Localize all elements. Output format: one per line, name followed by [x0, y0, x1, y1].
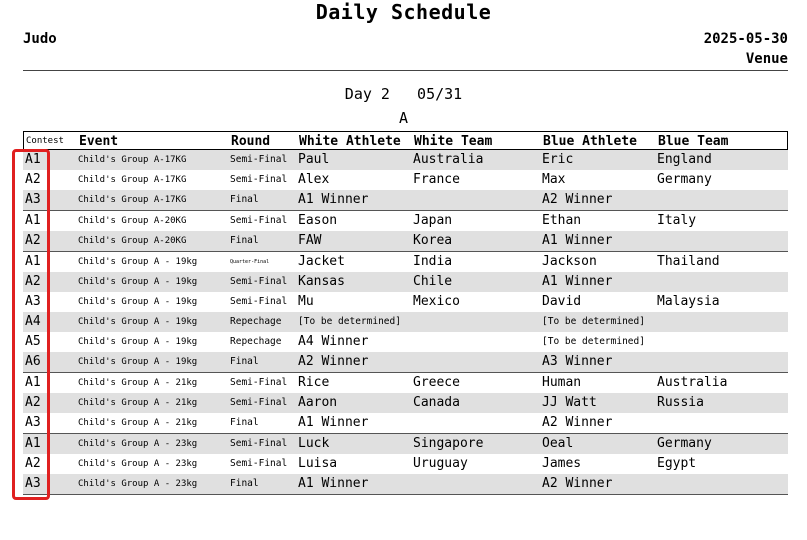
cell-blue-athlete: A1 Winner	[542, 233, 613, 248]
table-header	[23, 131, 788, 150]
cell-round: Semi-Final	[230, 215, 288, 226]
cell-round: Final	[230, 417, 259, 428]
cell-blue-team: Malaysia	[657, 294, 720, 309]
cell-contest: A1	[25, 152, 41, 167]
cell-round: Repechage	[230, 336, 282, 347]
col-round: Round	[231, 134, 271, 149]
table-row	[23, 393, 788, 413]
cell-contest: A2	[25, 274, 41, 289]
cell-event: Child's Group A - 23kg	[78, 459, 198, 469]
cell-event: Child's Group A - 19kg	[78, 297, 198, 307]
table-row	[23, 292, 788, 312]
col-blue-team: Blue Team	[658, 134, 729, 149]
schedule-table	[23, 131, 788, 495]
cell-event: Child's Group A - 19kg	[78, 337, 198, 347]
cell-contest: A1	[25, 213, 41, 228]
table-row	[23, 211, 788, 231]
table-row	[23, 413, 788, 433]
table-row	[23, 231, 788, 251]
table-row	[23, 190, 788, 210]
cell-blue-athlete: JJ Watt	[542, 395, 597, 410]
cell-white-athlete: A4 Winner	[298, 334, 369, 349]
cell-white-team: Mexico	[413, 294, 460, 309]
cell-blue-team: Egypt	[657, 456, 697, 471]
table-row	[23, 312, 788, 332]
table-body	[23, 150, 788, 495]
cell-blue-athlete: Oeal	[542, 436, 574, 451]
table-row	[23, 252, 788, 272]
schedule-date: 2025-05-30	[703, 31, 788, 47]
cell-event: Child's Group A - 21kg	[78, 418, 198, 428]
table-row	[23, 474, 788, 494]
cell-contest: A3	[25, 476, 41, 491]
col-event: Event	[79, 134, 119, 149]
cell-blue-team: Thailand	[657, 254, 720, 269]
cell-round: Final	[230, 356, 259, 367]
cell-contest: A2	[25, 172, 41, 187]
cell-round: Quarter-Final	[230, 259, 270, 265]
cell-white-athlete: Rice	[298, 375, 330, 390]
cell-white-athlete: Alex	[298, 172, 330, 187]
cell-blue-athlete: [To be determined]	[542, 316, 645, 327]
cell-event: Child's Group A - 19kg	[78, 277, 198, 287]
cell-white-athlete: A1 Winner	[298, 192, 369, 207]
cell-white-team: Japan	[413, 213, 453, 228]
cell-event: Child's Group A - 21kg	[78, 378, 198, 388]
cell-blue-athlete: A2 Winner	[542, 415, 613, 430]
table-row	[23, 272, 788, 292]
cell-white-athlete: [To be determined]	[298, 316, 401, 327]
cell-white-athlete: Kansas	[298, 274, 345, 289]
cell-round: Semi-Final	[230, 458, 288, 469]
cell-contest: A2	[25, 395, 41, 410]
table-row	[23, 434, 788, 454]
day-label: Day 2	[344, 85, 390, 103]
cell-contest: A3	[25, 192, 41, 207]
cell-contest: A1	[25, 436, 41, 451]
cell-white-athlete: Aaron	[298, 395, 338, 410]
venue-label: Venue	[745, 51, 788, 67]
cell-white-team: Uruguay	[413, 456, 468, 471]
col-contest: Contest	[26, 136, 64, 146]
table-row	[23, 352, 788, 372]
cell-round: Final	[230, 478, 259, 489]
event-group	[23, 150, 788, 211]
event-group	[23, 373, 788, 434]
cell-event: Child's Group A - 23kg	[78, 479, 198, 489]
cell-white-team: Australia	[413, 152, 484, 167]
cell-contest: A5	[25, 334, 41, 349]
cell-round: Semi-Final	[230, 296, 288, 307]
cell-event: Child's Group A-17KG	[78, 195, 187, 205]
cell-event: Child's Group A-17KG	[78, 155, 187, 165]
col-white-team: White Team	[414, 134, 493, 149]
cell-round: Semi-Final	[230, 377, 288, 388]
cell-contest: A6	[25, 354, 41, 369]
sport-name: Judo	[23, 31, 57, 47]
event-group	[23, 211, 788, 252]
cell-blue-team: Germany	[657, 436, 712, 451]
venue-name: A	[398, 109, 409, 127]
table-row	[23, 150, 788, 170]
cell-round: Semi-Final	[230, 438, 288, 449]
cell-round: Repechage	[230, 316, 282, 327]
cell-round: Semi-Final	[230, 174, 288, 185]
cell-white-athlete: Luck	[298, 436, 330, 451]
cell-contest: A3	[25, 294, 41, 309]
page-title: Daily Schedule	[315, 0, 492, 24]
event-group	[23, 252, 788, 373]
cell-blue-team: England	[657, 152, 712, 167]
cell-white-team: France	[413, 172, 460, 187]
cell-round: Semi-Final	[230, 397, 288, 408]
cell-contest: A4	[25, 314, 41, 329]
cell-round: Final	[230, 194, 259, 205]
cell-round: Semi-Final	[230, 154, 288, 165]
cell-white-athlete: Eason	[298, 213, 338, 228]
cell-blue-team: Russia	[657, 395, 704, 410]
cell-contest: A1	[25, 254, 41, 269]
cell-event: Child's Group A - 21kg	[78, 398, 198, 408]
cell-white-athlete: A2 Winner	[298, 354, 369, 369]
cell-event: Child's Group A - 19kg	[78, 357, 198, 367]
cell-event: Child's Group A-17KG	[78, 175, 187, 185]
cell-blue-athlete: Eric	[542, 152, 574, 167]
cell-blue-athlete: Human	[542, 375, 582, 390]
cell-event: Child's Group A - 19kg	[78, 317, 198, 327]
cell-round: Final	[230, 235, 259, 246]
cell-event: Child's Group A-20KG	[78, 236, 187, 246]
cell-white-athlete: Mu	[298, 294, 314, 309]
day-heading	[0, 85, 807, 103]
cell-white-team: Singapore	[413, 436, 484, 451]
cell-white-athlete: Paul	[298, 152, 330, 167]
day-date: 05/31	[417, 85, 463, 103]
cell-white-team: Korea	[413, 233, 453, 248]
col-blue-athlete: Blue Athlete	[543, 134, 637, 149]
table-row	[23, 454, 788, 474]
cell-contest: A3	[25, 415, 41, 430]
cell-blue-athlete: Jackson	[542, 254, 597, 269]
col-white-athlete: White Athlete	[299, 134, 401, 149]
cell-white-athlete: FAW	[298, 233, 322, 248]
cell-white-athlete: A1 Winner	[298, 476, 369, 491]
cell-blue-team: Italy	[657, 213, 697, 228]
table-row	[23, 170, 788, 190]
cell-contest: A2	[25, 456, 41, 471]
cell-event: Child's Group A - 19kg	[78, 257, 198, 267]
cell-blue-athlete: A3 Winner	[542, 354, 613, 369]
cell-blue-athlete: A2 Winner	[542, 192, 613, 207]
cell-white-athlete: A1 Winner	[298, 415, 369, 430]
cell-event: Child's Group A - 23kg	[78, 439, 198, 449]
header-divider	[23, 70, 788, 71]
cell-white-athlete: Luisa	[298, 456, 338, 471]
cell-blue-athlete: A2 Winner	[542, 476, 613, 491]
cell-blue-athlete: David	[542, 294, 582, 309]
cell-blue-team: Australia	[657, 375, 728, 390]
cell-blue-athlete: Ethan	[542, 213, 582, 228]
table-row	[23, 332, 788, 352]
cell-white-team: Greece	[413, 375, 460, 390]
cell-event: Child's Group A-20KG	[78, 216, 187, 226]
event-group	[23, 434, 788, 495]
cell-contest: A2	[25, 233, 41, 248]
cell-blue-team: Germany	[657, 172, 712, 187]
cell-white-athlete: Jacket	[298, 254, 345, 269]
cell-blue-athlete: A1 Winner	[542, 274, 613, 289]
cell-blue-athlete: Max	[542, 172, 566, 187]
cell-contest: A1	[25, 375, 41, 390]
table-row	[23, 373, 788, 393]
cell-white-team: India	[413, 254, 453, 269]
cell-round: Semi-Final	[230, 276, 288, 287]
cell-white-team: Canada	[413, 395, 460, 410]
cell-blue-athlete: James	[542, 456, 582, 471]
cell-white-team: Chile	[413, 274, 453, 289]
cell-blue-athlete: [To be determined]	[542, 336, 645, 347]
